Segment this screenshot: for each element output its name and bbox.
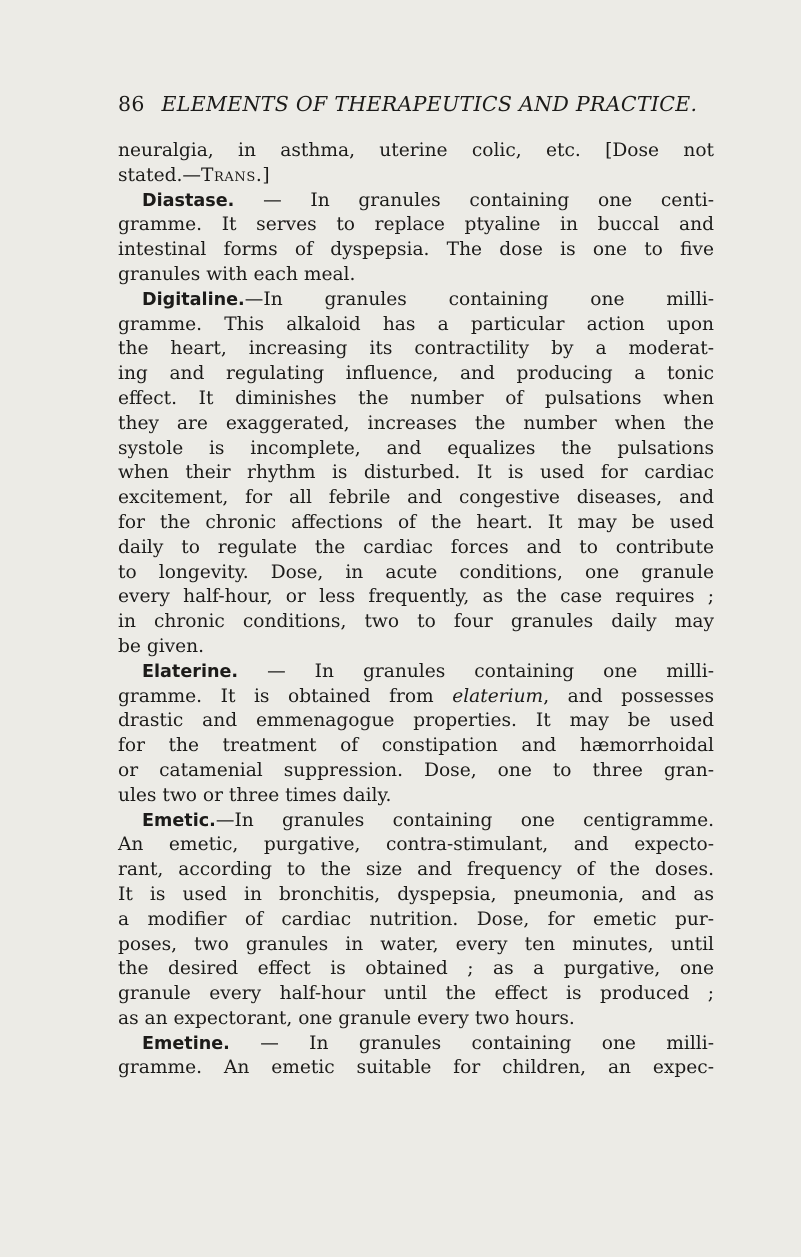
text-line <box>118 213 714 238</box>
text-line <box>118 189 714 214</box>
text-line <box>118 437 714 462</box>
page-number: 86 <box>118 92 145 116</box>
text-line <box>118 610 714 635</box>
text-line <box>118 511 714 536</box>
text-segment: It is used in bronchitis, dyspepsia, pneumonia, and as <box>118 883 714 905</box>
text-segment: neuralgia, in asthma, uterine colic, etc. [Dose not <box>118 140 714 161</box>
text-segment: for the treatment of constipation and hæmorrhoidal <box>118 735 714 757</box>
text-segment: intestinal forms of dyspepsia. The dose is one to five <box>118 239 714 261</box>
text-line <box>118 238 714 263</box>
text-line <box>118 685 714 710</box>
text-segment: gramme. It serves to replace ptyaline in buccal and <box>118 214 714 236</box>
text-segment: An emetic, purgative, contra-stimulant, and expecto- <box>118 834 714 856</box>
entry-headword: Elaterine. <box>142 661 239 682</box>
text-line <box>118 139 714 164</box>
running-title: ELEMENTS OF THERAPEUTICS AND PRACTICE. <box>161 92 698 116</box>
text-line <box>118 933 714 958</box>
text-segment: the desired effect is obtained ; as a purgative, one <box>118 958 714 980</box>
text-line <box>118 883 714 908</box>
body-text <box>118 139 714 1081</box>
text-segment: when their rhythm is disturbed. It is used for cardiac <box>118 462 714 484</box>
entry-headword: Diastase. <box>142 190 235 211</box>
text-line <box>118 486 714 511</box>
text-segment: rant, according to the size and frequency of the doses. <box>118 859 714 881</box>
text-line <box>118 784 714 809</box>
text-line <box>118 709 714 734</box>
text-line <box>118 1056 714 1081</box>
text-segment: every half-hour, or less frequently, as the case requires ; <box>118 586 714 608</box>
entry-headword: Emetine. <box>142 1033 230 1054</box>
text-line <box>118 313 714 338</box>
text-segment: daily to regulate the cardiac forces and to contribute <box>118 536 714 558</box>
text-segment: gramme. This alkaloid has a particular action upon <box>118 313 714 335</box>
text-segment: — In granules containing one milli- <box>229 1032 714 1054</box>
text-line <box>118 635 714 660</box>
text-line <box>118 858 714 883</box>
text-segment: or catamenial suppression. Dose, one to three gran- <box>118 759 714 781</box>
text-segment: gramme. An emetic suitable for children, an expec- <box>118 1057 714 1079</box>
text-segment: Trans. <box>200 164 263 186</box>
text-line <box>118 337 714 362</box>
text-line <box>118 412 714 437</box>
text-line <box>118 833 714 858</box>
text-line <box>118 660 714 685</box>
text-segment: granule every half-hour until the effect is produced ; <box>118 983 714 1005</box>
text-segment: gramme. It is obtained from <box>118 685 453 707</box>
text-line <box>118 809 714 834</box>
text-segment: elaterium <box>452 685 544 707</box>
text-line <box>118 982 714 1007</box>
text-line <box>118 288 714 313</box>
text-segment: —In granules containing one milli- <box>244 288 714 310</box>
text-line <box>118 957 714 982</box>
text-line <box>118 536 714 561</box>
text-segment: drastic and emmenagogue properties. It may be used <box>118 710 714 732</box>
text-segment: — In granules containing one milli- <box>238 660 714 682</box>
text-segment: excitement, for all febrile and congestive diseases, and <box>118 487 714 509</box>
text-segment: be given. <box>118 635 205 657</box>
text-line <box>118 1007 714 1032</box>
text-segment: to longevity. Dose, in acute conditions, one granule <box>118 561 714 583</box>
text-segment: ules two or three times daily. <box>118 784 392 806</box>
text-line <box>118 1032 714 1057</box>
text-line <box>118 461 714 486</box>
text-segment: in chronic conditions, two to four granules daily may <box>118 611 714 633</box>
text-segment: granules with each meal. <box>118 263 356 285</box>
text-line <box>118 908 714 933</box>
text-segment: ] <box>262 164 270 186</box>
text-segment: effect. It diminishes the number of pulsations when <box>118 387 714 409</box>
text-segment: the heart, increasing its contractility by a moderat- <box>118 338 714 360</box>
text-line <box>118 362 714 387</box>
text-segment: they are exaggerated, increases the number when the <box>118 412 714 434</box>
text-segment: stated.— <box>118 164 201 186</box>
text-segment: — In granules containing one centi- <box>234 189 714 211</box>
text-line <box>118 164 714 189</box>
text-line <box>118 387 714 412</box>
text-segment: a modifier of cardiac nutrition. Dose, for emetic pur- <box>118 908 714 930</box>
running-head <box>118 92 718 116</box>
text-segment: systole is incomplete, and equalizes the pulsations <box>118 437 714 459</box>
entry-headword: Emetic. <box>142 810 216 831</box>
text-segment: ing and regulating influence, and producing a tonic <box>118 363 714 385</box>
text-line <box>118 561 714 586</box>
text-line <box>118 759 714 784</box>
text-segment: —In granules containing one centigramme. <box>215 809 714 831</box>
text-segment: as an expectorant, one granule every two hours. <box>118 1007 575 1029</box>
text-line <box>118 734 714 759</box>
text-segment: poses, two granules in water, every ten minutes, until <box>118 933 714 955</box>
text-line <box>118 263 714 288</box>
text-line <box>118 585 714 610</box>
text-segment: for the chronic affections of the heart. It may be used <box>118 511 714 533</box>
entry-headword: Digitaline. <box>142 289 245 310</box>
text-segment: , and possesses <box>543 685 714 707</box>
